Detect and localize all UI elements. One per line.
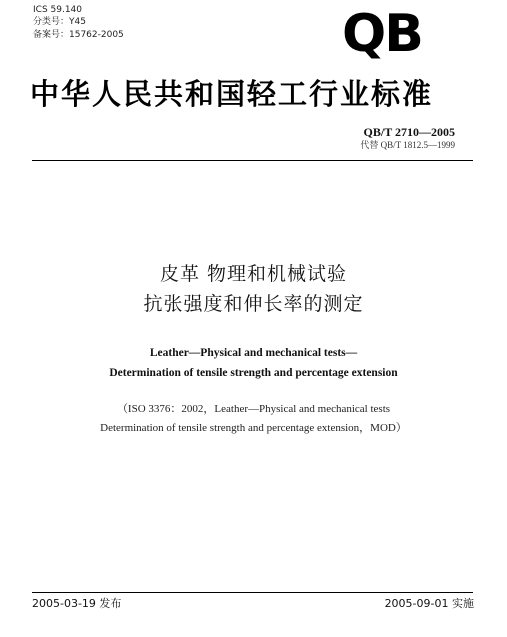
iso-equivalence-line-1: （ISO 3376：2002，Leather—Physical and mechanical tests [116, 403, 391, 415]
chinese-title-line-2: 抗张强度和伸长率的测定 [143, 293, 364, 315]
bottom-divider [32, 592, 473, 593]
qb-logo: QB [342, 4, 422, 64]
ics-code: ICS 59.140 [33, 5, 83, 15]
implementation-date: 2005-09-01 实施 [384, 597, 474, 610]
replaces-standard: 代替 QB/T 1812.5—1999 [360, 140, 455, 150]
iso-equivalence-line-2: Determination of tensile strength and percentage extension，MOD） [100, 422, 407, 434]
classification-code: 分类号：Y45 [33, 17, 86, 27]
record-number: 备案号：15762-2005 [33, 30, 124, 40]
top-divider [32, 160, 473, 161]
chinese-title-line-1: 皮革 物理和机械试验 [159, 263, 348, 285]
issue-date: 2005-03-19 发布 [32, 597, 122, 610]
standard-number: QB/T 2710—2005 [363, 125, 455, 139]
english-title-line-1: Leather—Physical and mechanical tests— [149, 347, 358, 359]
english-title-line-2: Determination of tensile strength and percentage extension [109, 367, 398, 379]
standard-category-title: 中华人民共和国轻工行业标准 [30, 77, 434, 111]
